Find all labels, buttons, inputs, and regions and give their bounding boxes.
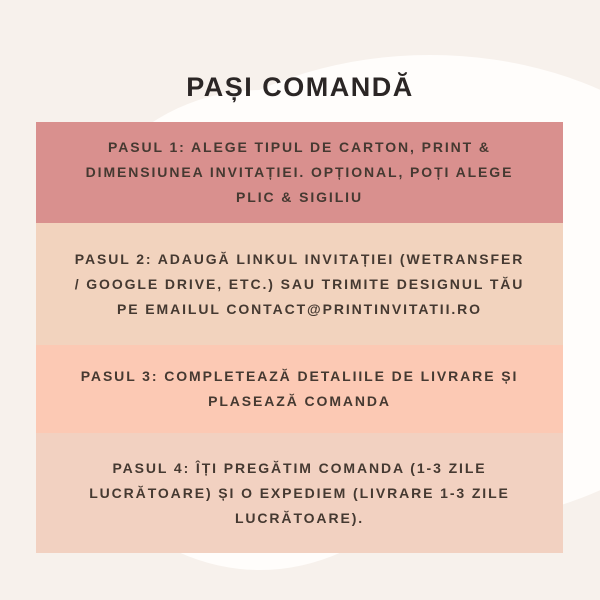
step-band-pasul-1 (36, 122, 563, 223)
step-band-pasul-2 (36, 223, 563, 345)
step-band-pasul-4 (36, 433, 563, 553)
step-band-pasul-3 (36, 345, 563, 433)
step-text-pasul-4: PASUL 4: ÎȚI PREGĂTIM COMANDA (1-3 ZILE LUCRĂTOARE) ȘI O EXPEDIEM (LIVRARE 1-3 ZILE LUCRĂTOARE). (89, 459, 510, 526)
step-text-pasul-1: PASUL 1: ALEGE TIPUL DE CARTON, PRINT & DIMENSIUNEA INVITAȚIEI. OPȚIONAL, POȚI ALEGE PLIC & SIGILIU (85, 139, 514, 205)
steps-list (36, 122, 563, 553)
page-title: PAȘI COMANDĂ (186, 72, 414, 102)
step-text-pasul-3: PASUL 3: COMPLETEAZĂ DETALIILE DE LIVRARE ȘI PLASEAZĂ COMANDA (80, 368, 519, 409)
step-text-pasul-2: PASUL 2: ADAUGĂ LINKUL INVITAȚIEI (WETRANSFER / GOOGLE DRIVE, ETC.) SAU TRIMITE DESIGNUL TĂU PE EMAILUL CONTACT@PRINTINVITATII.RO (74, 250, 525, 317)
